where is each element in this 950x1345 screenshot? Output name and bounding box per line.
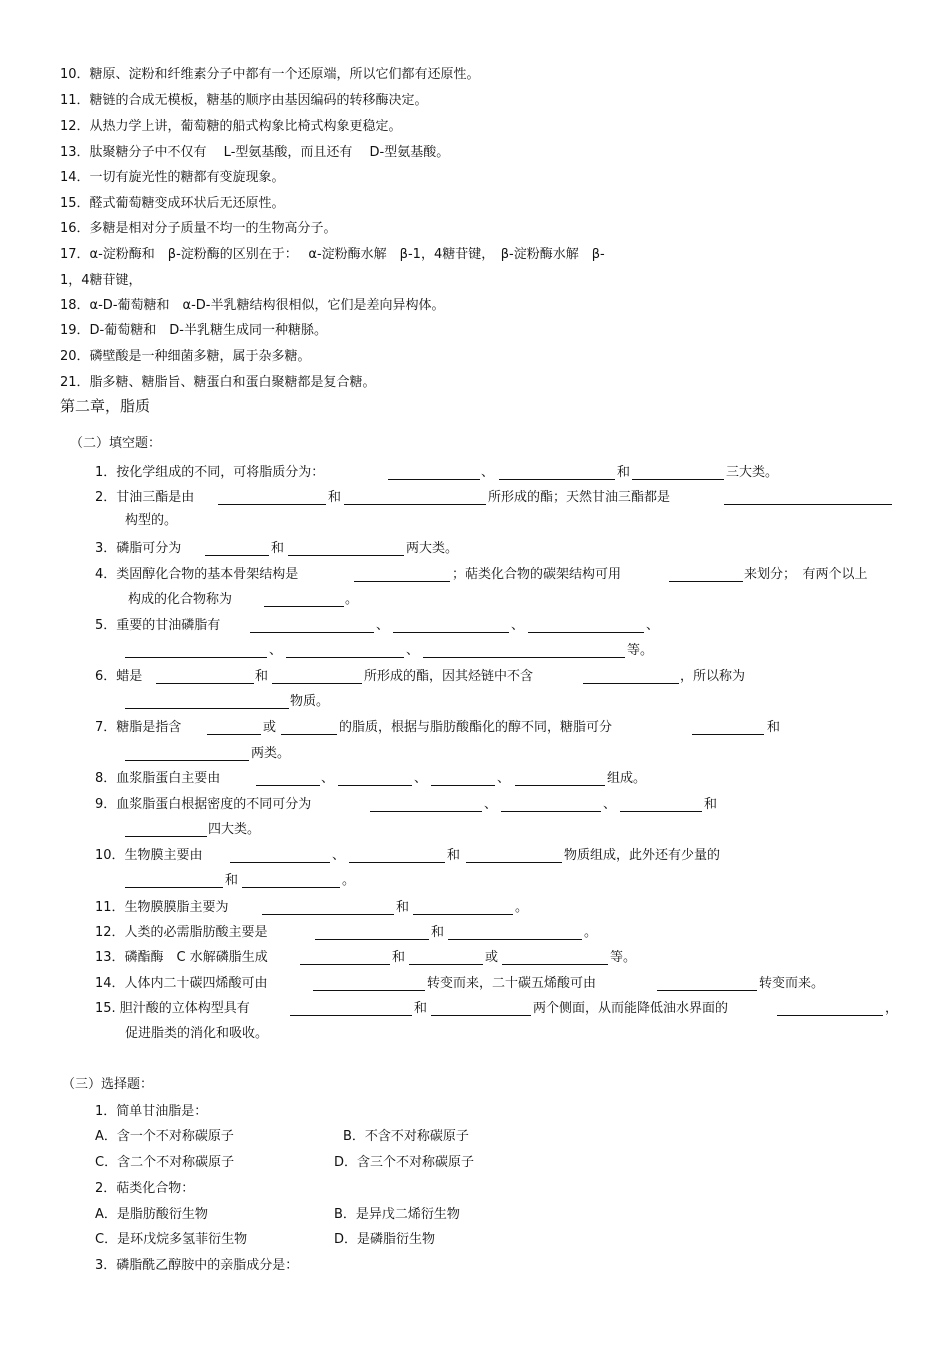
tf-item-11: 11．糖链的合成无模板，糖基的顺序由基因编码的转移酶决定。	[60, 93, 428, 108]
fill-q6-and: 和	[255, 669, 269, 684]
fill-q7-mid: 的脂质，根据与脂肪酸酯化的醇不同，糖脂可分	[339, 720, 613, 735]
tf-item-15: 15．醛式葡萄糖变成环状后无还原性。	[60, 196, 285, 211]
fill-q10-blank-4[interactable]	[125, 887, 223, 888]
fill-q7-blank-3[interactable]	[692, 734, 764, 735]
fill-q10-end: 。	[342, 873, 356, 888]
fill-q8-sep1: 、	[321, 771, 335, 786]
fill-q12-and: 和	[431, 925, 445, 940]
fill-q7-end: 两类。	[251, 746, 291, 761]
fill-q6-blank-2[interactable]	[272, 683, 362, 684]
fill-q5-blank-3[interactable]	[528, 632, 644, 633]
fill-q4-blank-1[interactable]	[354, 581, 450, 582]
fill-q7-blank-2[interactable]	[281, 734, 337, 735]
fill-q2-blank-3[interactable]	[724, 504, 892, 505]
tf-item-19: 19．D-葡萄糖和 D-半乳糖生成同一种糖脎。	[60, 323, 327, 338]
fill-q10-blank-2[interactable]	[349, 862, 445, 863]
fill-q13-end: 等。	[610, 950, 637, 965]
fill-q2-blank-2[interactable]	[344, 504, 486, 505]
fill-q10-and: 和	[447, 848, 461, 863]
choice-q1-stem: 1．简单甘油脂是：	[95, 1104, 208, 1119]
fill-q2-mid: 所形成的酯；天然甘油三酯都是	[488, 490, 671, 505]
fill-q13-text: 13．磷酯酶 C 水解磷脂生成	[95, 950, 268, 965]
fill-q9-text: 9．血浆脂蛋白根据密度的不同可分为	[95, 797, 312, 812]
fill-q5-sep1: 、	[376, 618, 390, 633]
fill-q10-blank-3[interactable]	[466, 862, 562, 863]
fill-q13-blank-2[interactable]	[409, 964, 483, 965]
fill-q14-text: 14．人体内二十碳四烯酸可由	[95, 976, 268, 991]
fill-q5-blank-4[interactable]	[125, 657, 267, 658]
fill-q13-blank-3[interactable]	[502, 964, 608, 965]
tf-item-20: 20．磷壁酸是一种细菌多糖，属于杂多糖。	[60, 349, 311, 364]
choice-q1-option-b[interactable]: B．不含不对称碳原子	[343, 1129, 469, 1144]
fill-q11-blank-1[interactable]	[262, 914, 394, 915]
fill-q8-blank-2[interactable]	[338, 785, 412, 786]
choice-q1-option-d[interactable]: D．含三个不对称碳原子	[334, 1155, 475, 1170]
fill-q15-comma: ，	[885, 1001, 899, 1016]
tf-item-17-cont: 1，4糖苷键，	[60, 273, 142, 288]
fill-q7-or: 或	[263, 720, 277, 735]
fill-q4-mid2: 来划分； 有两个以上	[744, 567, 868, 582]
fill-q4-end: 。	[345, 592, 359, 607]
fill-q4-mid: ；萜类化合物的碳架结构可用	[452, 567, 622, 582]
choice-q2-stem: 2．萜类化合物：	[95, 1181, 195, 1196]
fill-q5-end: 等。	[627, 643, 654, 658]
fill-q12-blank-2[interactable]	[448, 939, 582, 940]
tf-item-12: 12．从热力学上讲，葡萄糖的船式构象比椅式构象更稳定。	[60, 119, 402, 134]
fill-q8-blank-1[interactable]	[256, 785, 320, 786]
fill-q11-blank-2[interactable]	[413, 914, 513, 915]
fill-q6-blank-4[interactable]	[125, 708, 289, 709]
fill-q12-blank-1[interactable]	[315, 939, 429, 940]
fill-q6-text: 6．蜡是	[95, 669, 143, 684]
fill-q15-end: 促进脂类的消化和吸收。	[125, 1026, 269, 1041]
fill-q7-blank-4[interactable]	[125, 760, 249, 761]
fill-q4-text: 4．类固醇化合物的基本骨架结构是	[95, 567, 299, 582]
fill-q10-blank-5[interactable]	[242, 887, 340, 888]
fill-q5-sep3: 、	[646, 618, 660, 633]
tf-item-10: 10．糖原、淀粉和纤维素分子中都有一个还原端，所以它们都有还原性。	[60, 67, 480, 82]
fill-q10-blank-1[interactable]	[230, 862, 330, 863]
fill-q6-blank-1[interactable]	[156, 683, 254, 684]
fill-q8-blank-3[interactable]	[431, 785, 495, 786]
fill-q1-sep: 、	[481, 465, 495, 480]
fill-q3-blank-2[interactable]	[288, 555, 404, 556]
fill-q6-end: 物质。	[290, 694, 330, 709]
fill-q1-blank-1[interactable]	[388, 479, 480, 480]
fill-section-heading: （二）填空题：	[70, 436, 162, 451]
fill-q1-blank-3[interactable]	[632, 479, 724, 480]
chapter-title: 第二章，脂质	[60, 397, 151, 415]
tf-item-13: 13．肽聚糖分子中不仅有 L-型氨基酸，而且还有 D-型氨基酸。	[60, 145, 450, 160]
fill-q14-mid: 转变而来，二十碳五烯酸可由	[427, 976, 597, 991]
fill-q6-mid: 所形成的酯，因其烃链中不含	[364, 669, 534, 684]
fill-q2-blank-1[interactable]	[218, 504, 326, 505]
fill-q4-blank-2[interactable]	[669, 581, 743, 582]
fill-q5-blank-1[interactable]	[250, 632, 374, 633]
fill-q9-blank-4[interactable]	[125, 836, 207, 837]
tf-item-16: 16．多糖是相对分子质量不均一的生物高分子。	[60, 221, 337, 236]
fill-q1-and: 和	[617, 465, 631, 480]
choice-q2-option-a[interactable]: A．是脂肪酸衍生物	[95, 1207, 208, 1222]
fill-q9-sep2: 、	[603, 797, 617, 812]
choice-q1-option-c[interactable]: C．含二个不对称碳原子	[95, 1155, 235, 1170]
fill-q7-and: 和	[767, 720, 781, 735]
tf-item-17: 17．α-淀粉酶和 β-淀粉酶的区别在于： α-淀粉酶水解 β-1，4糖苷键， β-淀粉酶水解 β-	[60, 247, 605, 262]
fill-q8-blank-4[interactable]	[515, 785, 605, 786]
fill-q2-and: 和	[328, 490, 342, 505]
fill-q5-sep2: 、	[511, 618, 525, 633]
tf-item-14: 14．一切有旋光性的糖都有变旋现象。	[60, 170, 285, 185]
fill-q2-text: 2．甘油三酯是由	[95, 490, 195, 505]
fill-q13-blank-1[interactable]	[300, 964, 390, 965]
fill-q9-end: 四大类。	[208, 822, 261, 837]
fill-q6-blank-3[interactable]	[583, 683, 679, 684]
fill-q8-text: 8．血浆脂蛋白主要由	[95, 771, 221, 786]
fill-q2-end: 构型的。	[125, 513, 178, 528]
fill-q11-text: 11．生物膜膜脂主要为	[95, 900, 229, 915]
fill-q9-and: 和	[704, 797, 718, 812]
fill-q3-end: 两大类。	[406, 541, 459, 556]
fill-q9-blank-3[interactable]	[620, 811, 702, 812]
fill-q15-mid: 两个侧面，从而能降低油水界面的	[533, 1001, 729, 1016]
fill-q11-end: 。	[515, 900, 529, 915]
fill-q1-text: 1．按化学组成的不同，可将脂质分为：	[95, 465, 325, 480]
fill-q7-text: 7．糖脂是指含	[95, 720, 182, 735]
fill-q8-end: 组成。	[607, 771, 647, 786]
fill-q1-blank-2[interactable]	[499, 479, 615, 480]
fill-q10-mid: 物质组成，此外还有少量的	[564, 848, 721, 863]
fill-q3-and: 和	[271, 541, 285, 556]
fill-q1-end: 三大类。	[726, 465, 779, 480]
fill-q14-end: 转变而来。	[759, 976, 825, 991]
fill-q10-text: 10．生物膜主要由	[95, 848, 203, 863]
fill-q6-mid2: ，所以称为	[680, 669, 746, 684]
choice-q2-option-d[interactable]: D．是磷脂衍生物	[334, 1232, 436, 1247]
fill-q15-blank-1[interactable]	[290, 1015, 412, 1016]
fill-q4-cont: 构成的化合物称为	[128, 592, 233, 607]
fill-q9-sep1: 、	[484, 797, 498, 812]
fill-q13-or: 或	[485, 950, 499, 965]
fill-q3-text: 3．磷脂可分为	[95, 541, 182, 556]
tf-item-18: 18．α-D-葡萄糖和 α-D-半乳糖结构很相似，它们是差向异构体。	[60, 298, 445, 313]
fill-q7-blank-1[interactable]	[207, 734, 261, 735]
fill-q15-blank-2[interactable]	[431, 1015, 531, 1016]
fill-q4-blank-3[interactable]	[264, 606, 344, 607]
fill-q5-sep5: 、	[406, 643, 420, 658]
fill-q12-text: 12．人类的必需脂肪酸主要是	[95, 925, 268, 940]
choice-q1-option-a[interactable]: A．含一个不对称碳原子	[95, 1129, 234, 1144]
fill-q5-text: 5．重要的甘油磷脂有	[95, 618, 221, 633]
choice-q2-option-b[interactable]: B．是异戊二烯衍生物	[334, 1207, 460, 1222]
fill-q15-blank-3[interactable]	[777, 1015, 883, 1016]
fill-q15-text: 15. 胆汁酸的立体构型具有	[95, 1001, 250, 1016]
fill-q8-sep3: 、	[497, 771, 511, 786]
fill-q3-blank-1[interactable]	[205, 555, 269, 556]
choice-section-heading: （三）选择题：	[62, 1077, 154, 1092]
fill-q5-sep4: 、	[269, 643, 283, 658]
fill-q15-and: 和	[414, 1001, 428, 1016]
choice-q2-option-c[interactable]: C．是环戊烷多氢菲衍生物	[95, 1232, 248, 1247]
fill-q9-blank-2[interactable]	[501, 811, 601, 812]
fill-q10-sep: 、	[332, 848, 346, 863]
fill-q9-blank-1[interactable]	[370, 811, 482, 812]
fill-q14-blank-1[interactable]	[313, 990, 425, 991]
choice-q3-stem: 3．磷脂酰乙醇胺中的亲脂成分是：	[95, 1258, 299, 1273]
fill-q8-sep2: 、	[414, 771, 428, 786]
fill-q5-blank-5[interactable]	[286, 657, 404, 658]
tf-item-21: 21．脂多糖、糖脂旨、糖蛋白和蛋白聚糖都是复合糖。	[60, 375, 376, 390]
fill-q12-end: 。	[584, 925, 598, 940]
fill-q5-blank-2[interactable]	[393, 632, 509, 633]
fill-q14-blank-2[interactable]	[657, 990, 757, 991]
fill-q13-and: 和	[392, 950, 406, 965]
fill-q5-blank-6[interactable]	[423, 657, 625, 658]
fill-q11-and: 和	[396, 900, 410, 915]
fill-q10-and2: 和	[225, 873, 239, 888]
